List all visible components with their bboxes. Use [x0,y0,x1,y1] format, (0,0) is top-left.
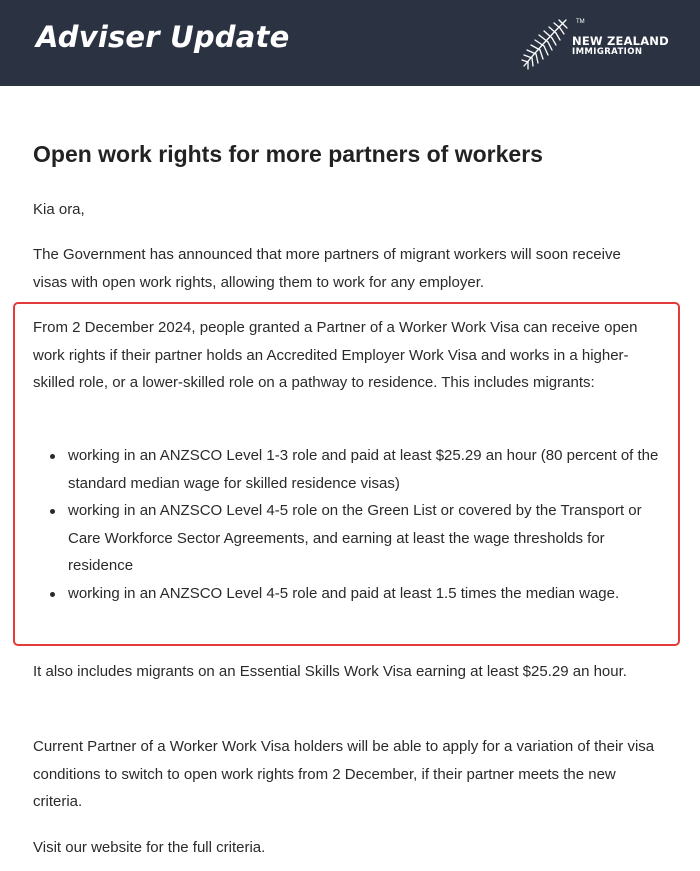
article-headline: Open work rights for more partners of workers [33,141,543,167]
trademark-mark: TM [576,19,585,25]
bullet-dot-icon [50,454,55,459]
bullet-dot-icon [50,592,55,597]
highlight-paragraph: From 2 December 2024, people granted a Partner of a Worker Work Visa can receive open work rights if their partner holds an Accredited Employer Work Visa and works in a higher-skilled role, or a lower-skilled role on a pathway to residence. This includes migrants: [33,319,638,391]
article-headline-wrap [33,140,673,168]
newsletter-title: Adviser Update [36,20,290,54]
current-holders-paragraph: Current Partner of a Worker Work Visa holders will be able to apply for a variation of their visa conditions to switch to open work rights from 2 December, if their partner meets the new criteria. [33,738,655,810]
logo-line-new-zealand: NEW ZEALAND [572,34,669,48]
intro-paragraph: The Government has announced that more partners of migrant workers will soon receive visas with open work rights, allowing them to work for any employer. [33,246,621,291]
list-item-text: working in an ANZSCO Level 4-5 role on the Green List or covered by the Transport or Care Workforce Sector Agreements, and earning at least the wage thresholds for residence [68,502,642,574]
list-item [33,442,663,497]
list-item [33,580,663,608]
list-item [33,497,663,580]
logo-wordmark [572,36,669,58]
list-item-text: working in an ANZSCO Level 4-5 role and paid at least 1.5 times the median wage. [68,584,620,602]
logo-line-immigration: IMMIGRATION [572,47,643,57]
criteria-list [33,442,663,607]
essential-skills-paragraph: It also includes migrants on an Essential Skills Work Visa earning at least $25.29 an hour. [33,663,627,680]
greeting: Kia ora, [33,201,85,218]
list-item-text: working in an ANZSCO Level 1-3 role and paid at least $25.29 an hour (80 percent of the standard median wage for skilled residence visas) [68,447,659,492]
nz-immigration-logo [520,14,680,70]
bullet-dot-icon [50,509,55,514]
visit-website-paragraph: Visit our website for the full criteria. [33,839,266,856]
silver-fern-icon [520,14,572,70]
newsletter-header [0,0,700,86]
